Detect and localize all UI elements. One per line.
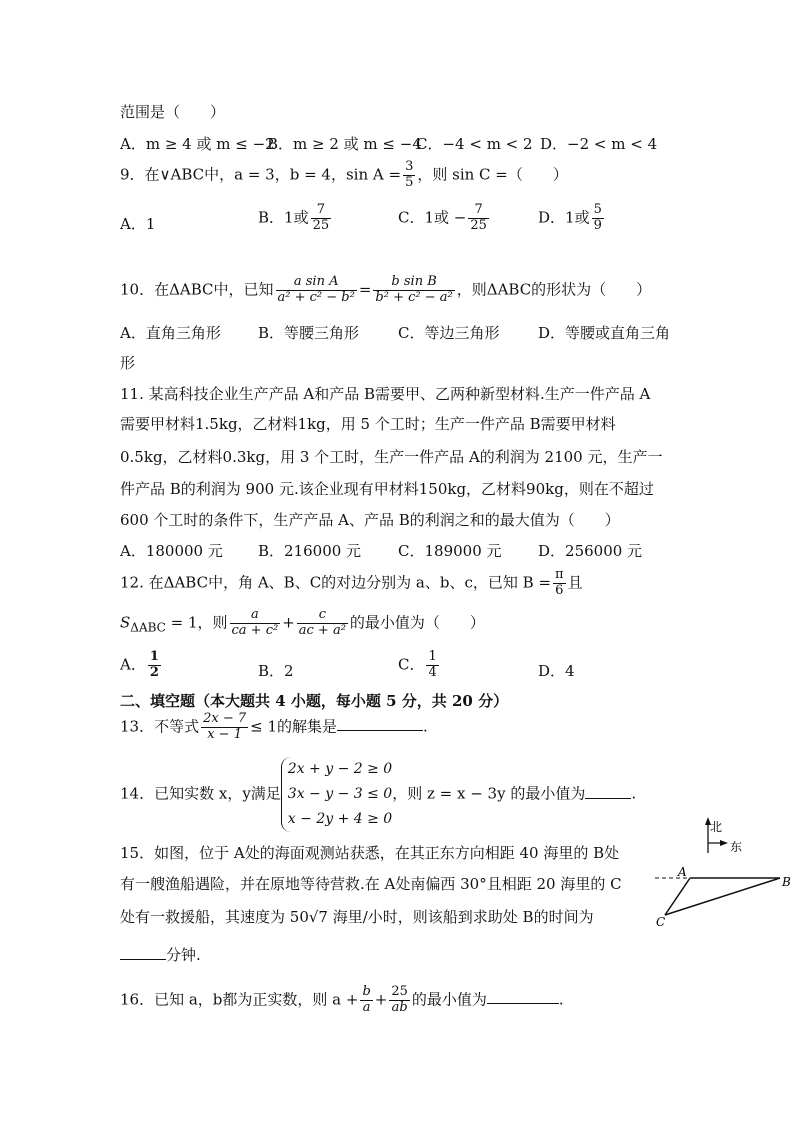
- q12-tail: 的最小值为（ ）: [349, 613, 485, 632]
- q8-option-c: C．−4 < m < 2: [416, 135, 533, 153]
- q12-option-c: [398, 650, 441, 681]
- east-arrow-icon: [720, 840, 728, 846]
- q10-frac2-den: b² + c² − a²: [375, 289, 453, 305]
- q12-eq: = 1，则: [165, 613, 228, 632]
- q9-option-b: [258, 203, 333, 234]
- segment-cb: [665, 878, 780, 915]
- point-b-label: B: [782, 875, 791, 889]
- q14-constraint-3: x − 2y + 4 ≥ 0: [287, 811, 393, 827]
- q12-frac-1: [230, 608, 281, 639]
- q9-option-d-text: D．1或: [538, 208, 590, 227]
- q10-frac1-den: a² + c² − b²: [277, 289, 355, 305]
- q9-option-c-text: C．1或 −: [398, 208, 467, 227]
- q9-frac-den: 5: [405, 174, 414, 190]
- q9-b-num: 7: [311, 203, 332, 219]
- q10-tail: ，则ΔABC的形状为（ ）: [456, 280, 652, 299]
- q12-frac2-num: c: [297, 608, 348, 624]
- q12-frac1-den: ca + c²: [231, 622, 279, 638]
- q15-line-4: [120, 944, 201, 965]
- q12-option-a-text: A．: [120, 655, 146, 674]
- q10-frac-2: [373, 275, 454, 306]
- q9-option-b-text: B．1或: [258, 208, 309, 227]
- q9-option-b-frac: [311, 203, 332, 234]
- q14-stem: [120, 757, 636, 832]
- q10-option-d: D．等腰或直角三角: [538, 324, 671, 342]
- q16-plus: +: [374, 990, 388, 1009]
- q10-frac2-num: b sin B: [373, 275, 454, 291]
- point-c-label: C: [656, 915, 666, 929]
- q9-b-den: 25: [312, 217, 330, 233]
- q12-s-sub: ΔABC: [130, 620, 166, 635]
- q11-option-d: D．256000 元: [538, 542, 643, 560]
- q13-tail: ≤ 1的解集是: [250, 717, 338, 736]
- q12-s: S: [120, 613, 131, 632]
- q12-option-c-text: C．: [398, 655, 425, 674]
- q9-tail: ，则 sin C =（ ）: [417, 165, 568, 184]
- q12-frac1-num: a: [230, 608, 281, 624]
- q12-b-num: π: [555, 567, 564, 582]
- q16-frac2-den: ab: [391, 999, 408, 1015]
- q15-line-1: 15．如图，位于 A处的海面观测站获悉，在其正东方向相距 40 海里的 B处: [120, 844, 620, 862]
- q9-option-d: [538, 203, 606, 234]
- q9-option-a: A．1: [120, 215, 156, 233]
- q9-frac-num: 3: [405, 159, 414, 174]
- q11-option-b: B．216000 元: [258, 542, 362, 560]
- q8-option-b: B．m ≥ 2 或 m ≤ −4: [267, 135, 422, 153]
- q10-option-b: B．等腰三角形: [258, 324, 360, 342]
- q8-option-a: A．m ≥ 4 或 m ≤ −2: [120, 135, 275, 153]
- q12-line-1-text: 12. 在ΔABC中，角 A、B、C的对边分别为 a、b、c，已知 B =: [120, 573, 552, 592]
- q9-d-den: 9: [593, 217, 602, 233]
- q9-d-num: 5: [593, 202, 602, 217]
- q10-option-d-wrap: 形: [120, 354, 136, 372]
- q11-line-3: 0.5kg，乙材料0.3kg，用 3 个工时，生产一件产品 A的利润为 2100 元，生产一: [120, 448, 663, 466]
- q16-tail: 的最小值为: [411, 990, 487, 1009]
- q16-stem: [120, 985, 564, 1016]
- q10-eq: =: [358, 280, 372, 299]
- q16-end: .: [558, 990, 564, 1009]
- q16-frac-1: [360, 985, 372, 1016]
- q12-option-a: [120, 650, 163, 681]
- q14-tail: ，则 z = x − 3y 的最小值为: [392, 784, 586, 803]
- q12-plus: +: [282, 613, 295, 632]
- q12-a-den: 2: [149, 664, 159, 680]
- q11-line-5: 600 个工时的条件下，生产产品 A、产品 B的利润之和的最大值为（ ）: [120, 511, 620, 529]
- q12-c-den: 4: [428, 664, 437, 680]
- q9-option-c: [398, 203, 491, 234]
- q10-frac-1: [276, 275, 357, 306]
- q13-head: 13．不等式: [120, 717, 200, 736]
- q12-option-d: D．4: [538, 662, 575, 680]
- q12-a-num: 1: [149, 649, 159, 664]
- q15-line-2: 有一艘渔船遇险，并在原地等待营救.在 A处南偏西 30°且相距 20 海里的 C: [120, 875, 622, 893]
- q14-constraint-2: 3x − y − 3 ≤ 0: [287, 786, 393, 802]
- q8-tail-text: 范围是（ ）: [120, 103, 226, 121]
- q13-frac-num: 2x − 7: [203, 711, 247, 726]
- q12-b-frac: [553, 568, 566, 599]
- q16-answer-blank[interactable]: [487, 989, 559, 1004]
- q12-option-c-frac: [426, 650, 438, 681]
- q11-line-4: 件产品 B的利润为 900 元.该企业现有甲材料150kg，乙材料90kg，则在不超过: [120, 480, 654, 498]
- q12-line-2: [120, 608, 485, 639]
- q13-frac-den: x − 1: [207, 726, 242, 742]
- q14-end: .: [631, 784, 637, 803]
- q12-b-den: 6: [555, 582, 564, 598]
- north-label: 北: [710, 820, 723, 834]
- q13-answer-blank[interactable]: [337, 716, 423, 731]
- q11-option-c: C．189000 元: [398, 542, 502, 560]
- q15-line-3: 处有一救援船，其速度为 50√7 海里/小时，则该船到求助处 B的时间为: [120, 908, 594, 926]
- q14-head: 14．已知实数 x，y满足: [120, 784, 281, 803]
- q12-option-a-frac: [148, 650, 161, 681]
- q15-answer-blank[interactable]: [120, 945, 166, 960]
- q12-c-num: 1: [428, 649, 437, 664]
- q16-frac-2: [389, 985, 410, 1016]
- q11-line-1: 11. 某高科技企业生产产品 A和产品 B需要甲、乙两种新型材料.生产一件产品 A: [120, 385, 651, 403]
- q10-option-a: A．直角三角形: [120, 324, 221, 342]
- q16-frac2-num: 25: [391, 984, 408, 999]
- q9-c-den: 25: [470, 217, 487, 233]
- q14-answer-blank[interactable]: [585, 784, 631, 799]
- q12-line-1-tail: 且: [567, 573, 583, 592]
- q12-frac-2: [297, 608, 348, 639]
- segment-ac: [665, 878, 690, 915]
- q10-option-c: C．等边三角形: [398, 324, 500, 342]
- q16-head: 16．已知 a，b都为正实数，则 a +: [120, 990, 359, 1009]
- q12-line-1: [120, 568, 583, 599]
- q11-option-a: A．180000 元: [120, 542, 223, 560]
- q9-fraction: [403, 160, 415, 191]
- q14-constraint-system: [281, 757, 392, 832]
- q13-stem: [120, 712, 428, 743]
- q11-line-2: 需要甲材料1.5kg，乙材料1kg，用 5 个工时；生产一件产品 B需要甲材料: [120, 415, 616, 433]
- q12-frac2-den: ac + a²: [298, 622, 346, 638]
- q8-option-d: D．−2 < m < 4: [540, 135, 658, 153]
- q14-constraint-1: 2x + y − 2 ≥ 0: [287, 761, 393, 777]
- q10-head: 10．在ΔABC中，已知: [120, 280, 274, 299]
- section-fill-in-heading: 二、填空题（本大题共 4 小题，每小题 5 分，共 20 分）: [120, 692, 509, 710]
- q16-frac1-num: b: [362, 984, 371, 999]
- q16-frac1-den: a: [362, 999, 371, 1015]
- point-a-label: A: [678, 865, 687, 879]
- q13-frac: [201, 712, 248, 743]
- east-label: 东: [730, 840, 743, 854]
- q10-frac1-num: a sin A: [276, 275, 357, 291]
- q9-option-d-frac: [592, 203, 604, 234]
- q15-line-4-text: 分钟.: [166, 946, 201, 964]
- q9-option-c-frac: [468, 203, 489, 234]
- q10-stem: [120, 275, 651, 306]
- q9-text: 9．在∨ABC中，a = 3，b = 4，sin A =: [120, 165, 402, 184]
- q15-diagram: [650, 815, 794, 930]
- q9-c-num: 7: [468, 203, 489, 219]
- q9-stem: [120, 160, 568, 191]
- q13-end: .: [423, 717, 428, 736]
- q12-option-b: B．2: [258, 662, 294, 680]
